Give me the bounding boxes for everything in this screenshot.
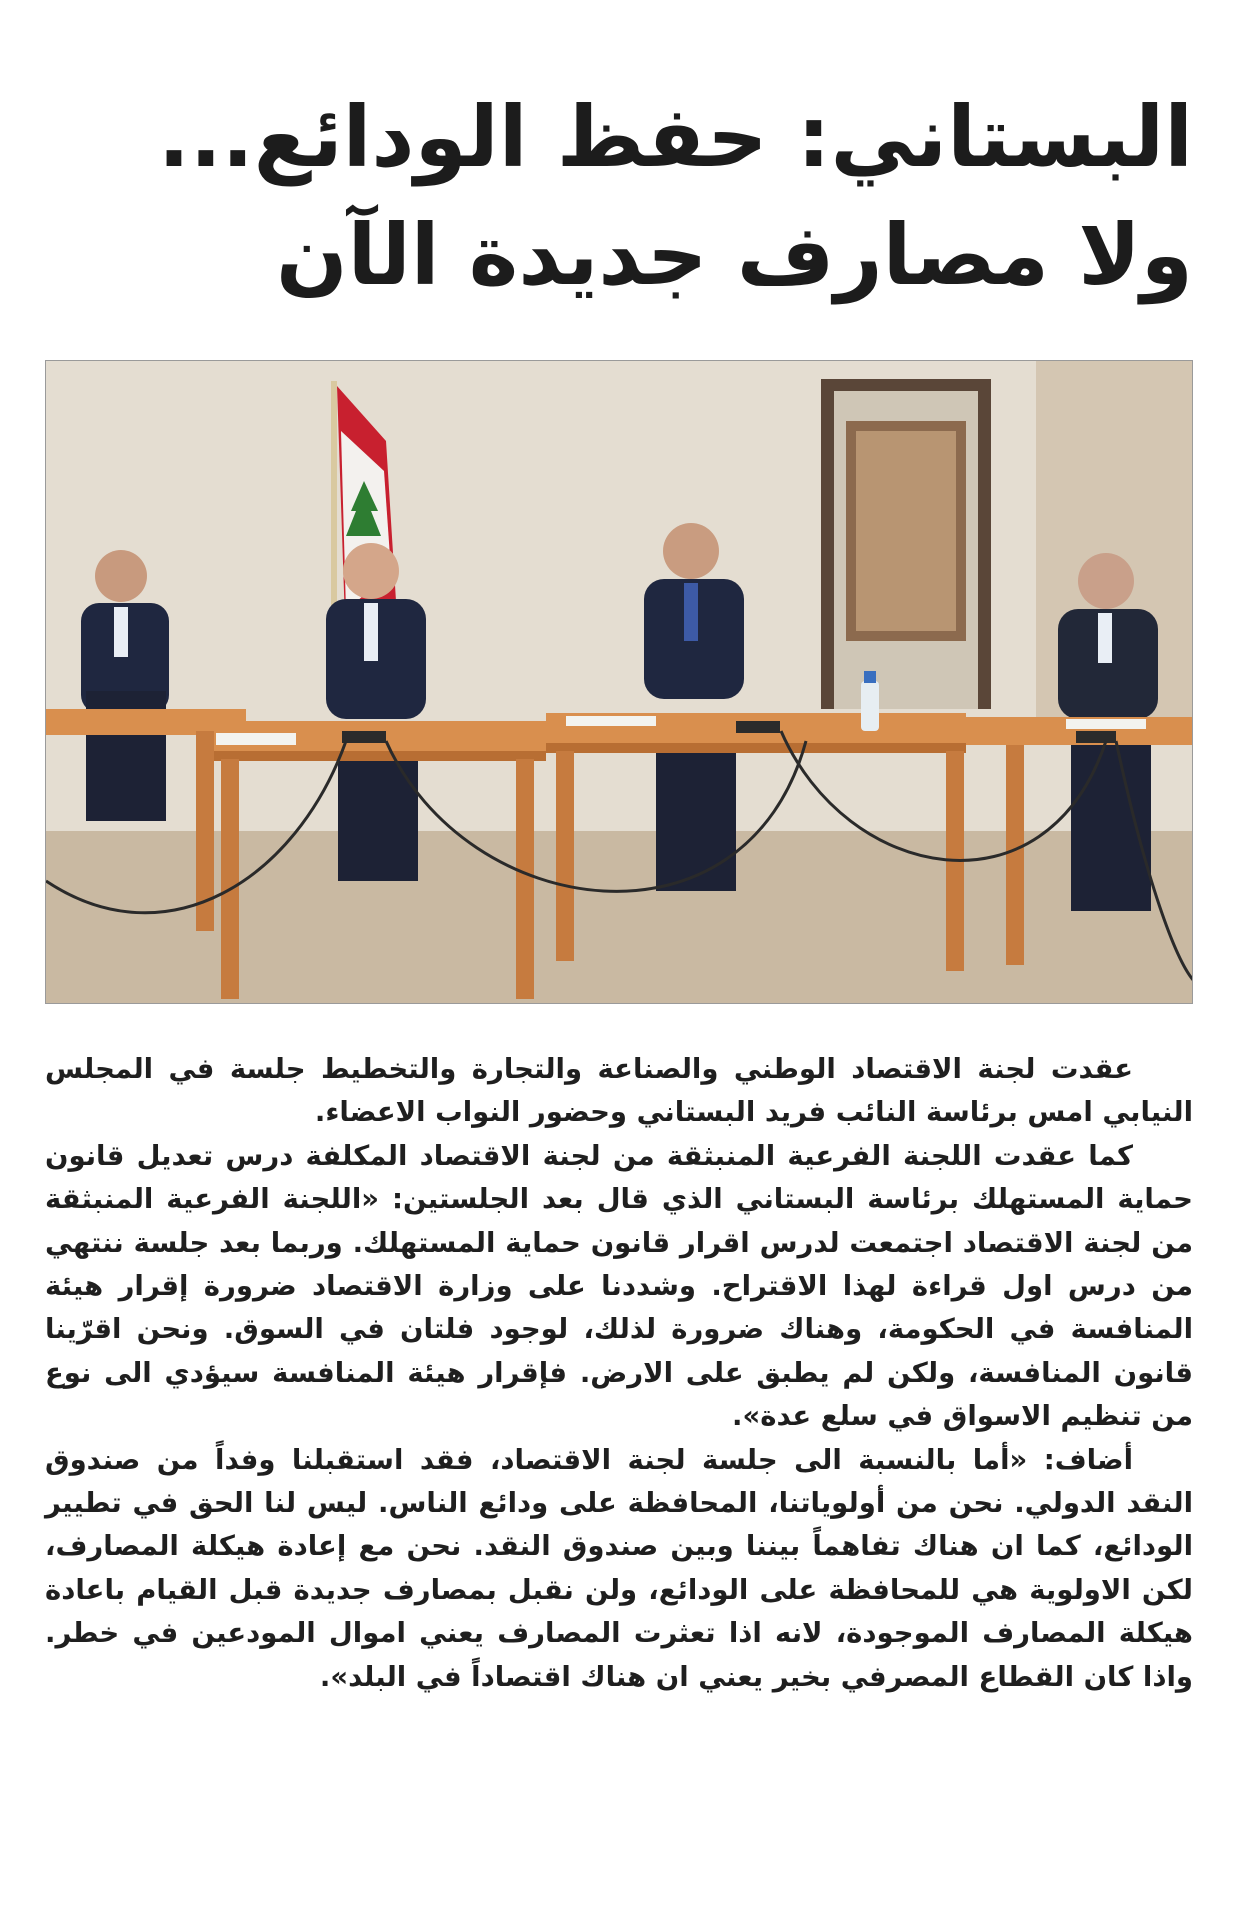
headline	[53, 78, 1193, 314]
headline-line-1: البستاني: حفظ الودائع...	[157, 88, 1193, 186]
article-paragraph-1: عقدت لجنة الاقتصاد الوطني والصناعة والتجارة والتخطيط جلسة في المجلس النيابي امس برئاسة النائب فريد البستاني وحضور النواب الاعضاء.	[45, 1053, 1193, 1129]
meeting-photo	[45, 360, 1193, 1004]
article-paragraph-2: كما عقدت اللجنة الفرعية المنبثقة من لجنة الاقتصاد المكلفة درس تعديل قانون حماية المستهلك برئاسة البستاني الذي قال بعد الجلستين: «اللجنة الفرعية المنبثقة من لجنة الاقتصاد اجتمعت لدرس اقرار قانون حماية المستهلك. وربما بعد جلسة ننتهي من درس اول قراءة لهذا الاقتراح. وشددنا على وزارة الاقتصاد ضرورة إقرار هيئة المنافسة في الحكومة، وهناك ضرورة لذلك، لوجود فلتان في السوق. ونحن اقرّينا قانون المنافسة، ولكن لم يطبق على الارض. فإقرار هيئة المنافسة سيؤدي الى نوع من تنظيم الاسواق في سلع عدة».	[45, 1139, 1193, 1433]
article-body	[45, 1048, 1193, 1699]
headline-line-2: ولا مصارف جديدة الآن	[275, 206, 1193, 304]
article-paragraph-3: أضاف: «أما بالنسبة الى جلسة لجنة الاقتصاد، فقد استقبلنا وفداً من صندوق النقد الدولي. نحن من أولوياتنا، المحافظة على ودائع الناس. ليس لنا الحق في تطيير الودائع، كما ان هناك تفاهماً بيننا وبين صندوق النقد. نحن مع إعادة هيكلة المصارف، لكن الاولوية هي للمحافظة على الودائع، ولن نقبل بمصارف جديدة قبل القيام باعادة هيكلة المصارف الموجودة، لانه اذا تعثرت المصارف يعني اموال المودعين في خطر. واذا كان القطاع المصرفي بخير يعني ان هناك اقتصاداً في البلد».	[45, 1443, 1193, 1693]
